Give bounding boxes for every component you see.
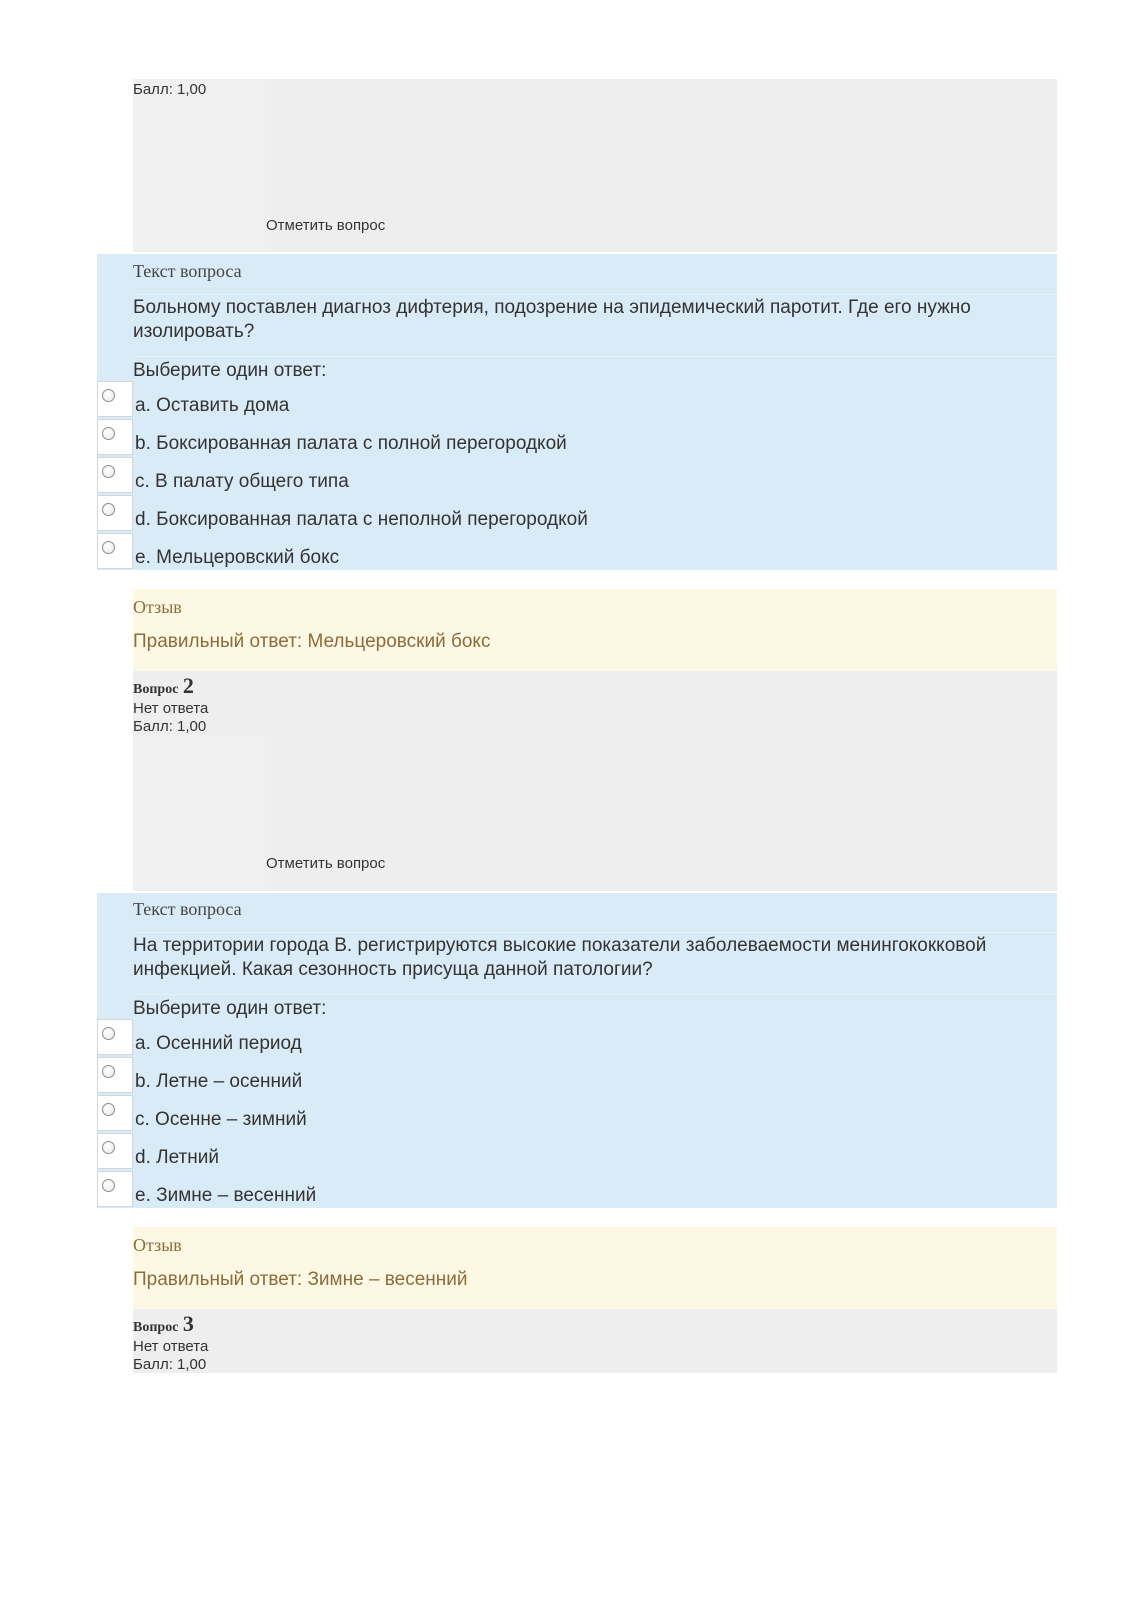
answer-option-d[interactable] (97, 1133, 1057, 1171)
radio-button[interactable] (102, 389, 115, 402)
answer-option-c[interactable] (97, 1095, 1057, 1133)
feedback-text: Правильный ответ: Мельцеровский бокс (133, 631, 491, 652)
answer-option-label: d. Боксированная палата с неполной перегородкой (135, 509, 588, 530)
question-number: Вопрос 3 (133, 1311, 194, 1336)
question-2-info (133, 671, 1057, 891)
question-2-feedback (133, 1227, 1057, 1309)
answer-option-label: c. Осенне – зимний (135, 1109, 307, 1130)
answer-option-label: a. Осенний период (135, 1033, 302, 1054)
flag-question-button[interactable]: Отметить вопрос (266, 217, 386, 234)
answer-option-a[interactable] (97, 381, 1057, 419)
feedback-text: Правильный ответ: Зимне – весенний (133, 1269, 468, 1290)
answer-option-label: e. Зимне – весенний (135, 1185, 317, 1206)
answer-option-e[interactable] (97, 533, 1057, 571)
radio-button[interactable] (102, 465, 115, 478)
answer-option-b[interactable] (97, 1057, 1057, 1095)
answer-option-b[interactable] (97, 419, 1057, 457)
question-grade: Балл: 1,00 (133, 1356, 207, 1373)
radio-button[interactable] (102, 1141, 115, 1154)
answer-option-d[interactable] (97, 495, 1057, 533)
radio-button[interactable] (102, 503, 115, 516)
answer-prompt: Выберите один ответ: (133, 360, 327, 381)
answer-option-label: b. Боксированная палата с полной перегородкой (135, 433, 567, 454)
answer-prompt: Выберите один ответ: (133, 998, 327, 1019)
answer-option-label: c. В палату общего типа (135, 471, 349, 492)
radio-button[interactable] (102, 541, 115, 554)
answer-option-label: a. Оставить дома (135, 395, 290, 416)
radio-button[interactable] (102, 1027, 115, 1040)
question-1-info (133, 79, 1057, 252)
answer-option-label: e. Мельцеровский бокс (135, 547, 340, 568)
question-2-content (97, 893, 1057, 1208)
answer-option-e[interactable] (97, 1171, 1057, 1209)
question-grade: Балл: 1,00 (133, 718, 207, 735)
flag-question-button[interactable]: Отметить вопрос (266, 855, 386, 872)
radio-button[interactable] (102, 1179, 115, 1192)
question-text: На территории города В. регистрируются высокие показатели заболеваемости менингококковой инфекцией. Какая сезонность присуща данной патологии? (133, 935, 987, 980)
radio-button[interactable] (102, 1065, 115, 1078)
answer-option-label: d. Летний (135, 1147, 219, 1168)
question-state: Нет ответа (133, 700, 209, 717)
question-text: Больному поставлен диагноз дифтерия, подозрение на эпидемический паротит. Где его нужно изолировать? (133, 297, 971, 342)
answer-option-c[interactable] (97, 457, 1057, 495)
feedback-heading: Отзыв (133, 597, 182, 617)
feedback-heading: Отзыв (133, 1235, 182, 1255)
answer-option-label: b. Летне – осенний (135, 1071, 303, 1092)
radio-button[interactable] (102, 1103, 115, 1116)
radio-button[interactable] (102, 427, 115, 440)
question-state: Нет ответа (133, 1338, 209, 1355)
question-number: Вопрос 2 (133, 673, 194, 698)
question-grade: Балл: 1,00 (133, 81, 207, 98)
question-text-heading: Текст вопроса (133, 899, 242, 919)
answer-option-a[interactable] (97, 1019, 1057, 1057)
question-1-content (97, 254, 1057, 570)
question-3-info (133, 1309, 1057, 1373)
question-1-feedback (133, 589, 1057, 671)
question-text-heading: Текст вопроса (133, 261, 242, 281)
